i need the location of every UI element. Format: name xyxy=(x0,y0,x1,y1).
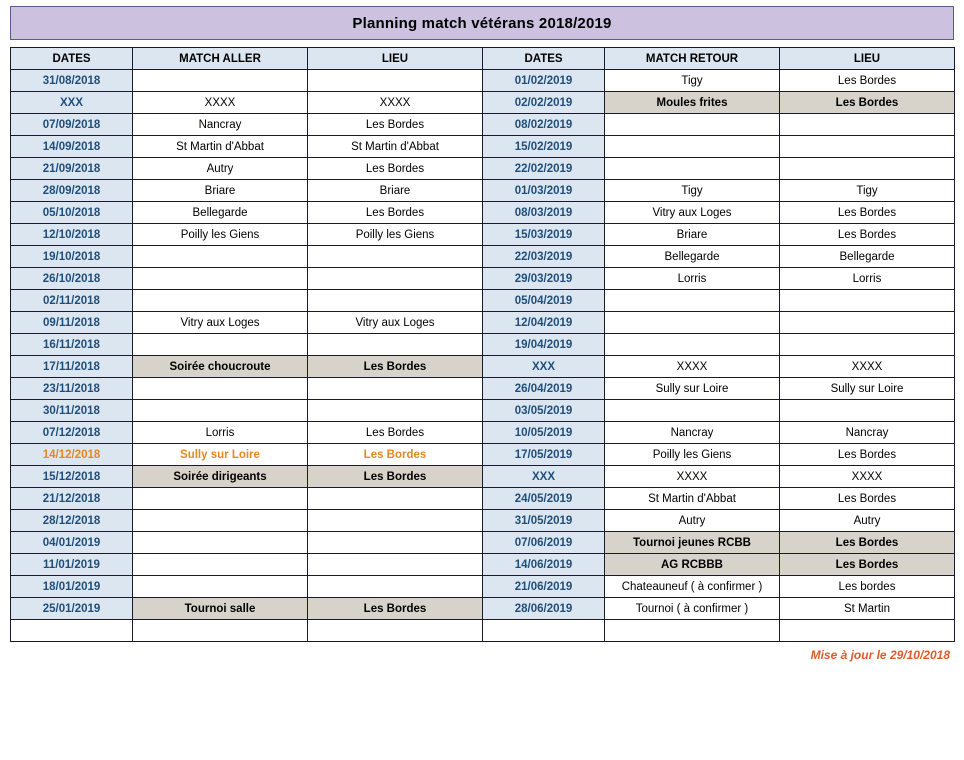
cell-match-aller xyxy=(133,246,308,268)
header-row xyxy=(11,48,955,70)
cell-match-retour: Vitry aux Loges xyxy=(605,202,780,224)
cell-lieu-retour: Sully sur Loire xyxy=(780,378,955,400)
cell-match-retour: Autry xyxy=(605,510,780,532)
table-row xyxy=(11,510,955,532)
column-header-match-aller: MATCH ALLER xyxy=(133,48,308,70)
cell-lieu-aller: Les Bordes xyxy=(308,422,483,444)
cell-date-aller xyxy=(11,620,133,642)
cell-date-aller: 21/09/2018 xyxy=(11,158,133,180)
cell-date-retour: 14/06/2019 xyxy=(483,554,605,576)
cell-date-retour: 12/04/2019 xyxy=(483,312,605,334)
cell-lieu-retour xyxy=(780,620,955,642)
table-row xyxy=(11,158,955,180)
cell-lieu-aller xyxy=(308,246,483,268)
cell-date-retour: 15/02/2019 xyxy=(483,136,605,158)
page-title: Planning match vétérans 2018/2019 xyxy=(352,14,612,32)
cell-match-aller: Briare xyxy=(133,180,308,202)
cell-match-retour xyxy=(605,400,780,422)
cell-match-aller: Sully sur Loire xyxy=(133,444,308,466)
cell-date-retour: 29/03/2019 xyxy=(483,268,605,290)
cell-match-aller: Vitry aux Loges xyxy=(133,312,308,334)
cell-date-retour: 01/02/2019 xyxy=(483,70,605,92)
cell-date-aller: 14/09/2018 xyxy=(11,136,133,158)
cell-match-retour: Tournoi ( à confirmer ) xyxy=(605,598,780,620)
table-row xyxy=(11,554,955,576)
cell-lieu-aller xyxy=(308,378,483,400)
cell-match-aller xyxy=(133,400,308,422)
cell-lieu-aller: Les Bordes xyxy=(308,598,483,620)
cell-match-retour xyxy=(605,334,780,356)
cell-date-aller: 25/01/2019 xyxy=(11,598,133,620)
planning-table xyxy=(10,47,955,642)
table-row xyxy=(11,598,955,620)
cell-lieu-retour: Les Bordes xyxy=(780,92,955,114)
table-row xyxy=(11,334,955,356)
table-row xyxy=(11,246,955,268)
cell-date-aller: XXX xyxy=(11,92,133,114)
cell-lieu-retour: Les Bordes xyxy=(780,202,955,224)
cell-lieu-retour xyxy=(780,400,955,422)
cell-date-retour: 22/02/2019 xyxy=(483,158,605,180)
cell-date-aller: 18/01/2019 xyxy=(11,576,133,598)
column-header-match-retour: MATCH RETOUR xyxy=(605,48,780,70)
cell-match-retour: Tigy xyxy=(605,180,780,202)
cell-match-aller xyxy=(133,268,308,290)
cell-date-aller: 15/12/2018 xyxy=(11,466,133,488)
cell-date-retour: 26/04/2019 xyxy=(483,378,605,400)
cell-date-retour xyxy=(483,620,605,642)
cell-date-aller: 31/08/2018 xyxy=(11,70,133,92)
cell-lieu-aller: Les Bordes xyxy=(308,158,483,180)
cell-match-aller: Soirée dirigeants xyxy=(133,466,308,488)
table-header xyxy=(11,48,955,70)
cell-lieu-retour: Nancray xyxy=(780,422,955,444)
cell-date-retour: XXX xyxy=(483,356,605,378)
cell-lieu-retour xyxy=(780,290,955,312)
cell-lieu-retour: Bellegarde xyxy=(780,246,955,268)
cell-match-aller: Soirée choucroute xyxy=(133,356,308,378)
cell-lieu-aller: Vitry aux Loges xyxy=(308,312,483,334)
cell-date-aller: 05/10/2018 xyxy=(11,202,133,224)
cell-date-retour: 10/05/2019 xyxy=(483,422,605,444)
cell-match-retour xyxy=(605,312,780,334)
table-row xyxy=(11,444,955,466)
cell-match-aller xyxy=(133,620,308,642)
column-header-dates-aller: DATES xyxy=(11,48,133,70)
cell-lieu-aller: XXXX xyxy=(308,92,483,114)
table-row xyxy=(11,224,955,246)
cell-date-retour: 08/03/2019 xyxy=(483,202,605,224)
cell-lieu-retour: Les Bordes xyxy=(780,532,955,554)
cell-date-retour: 21/06/2019 xyxy=(483,576,605,598)
cell-match-retour: XXXX xyxy=(605,466,780,488)
table-body xyxy=(11,70,955,642)
cell-match-retour xyxy=(605,136,780,158)
cell-lieu-aller: Briare xyxy=(308,180,483,202)
cell-match-aller: Tournoi salle xyxy=(133,598,308,620)
cell-lieu-retour: XXXX xyxy=(780,466,955,488)
cell-date-aller: 21/12/2018 xyxy=(11,488,133,510)
cell-lieu-retour xyxy=(780,158,955,180)
cell-match-retour: St Martin d'Abbat xyxy=(605,488,780,510)
cell-lieu-aller: Les Bordes xyxy=(308,114,483,136)
cell-date-aller: 04/01/2019 xyxy=(11,532,133,554)
cell-date-retour: 05/04/2019 xyxy=(483,290,605,312)
cell-lieu-retour: Les Bordes xyxy=(780,224,955,246)
cell-lieu-aller xyxy=(308,268,483,290)
cell-match-aller xyxy=(133,554,308,576)
cell-match-retour: Poilly les Giens xyxy=(605,444,780,466)
cell-date-retour: 03/05/2019 xyxy=(483,400,605,422)
table-row xyxy=(11,312,955,334)
cell-match-aller xyxy=(133,378,308,400)
cell-lieu-retour: St Martin xyxy=(780,598,955,620)
cell-match-aller xyxy=(133,576,308,598)
cell-lieu-retour: Autry xyxy=(780,510,955,532)
cell-lieu-retour: Les Bordes xyxy=(780,444,955,466)
cell-date-retour: 19/04/2019 xyxy=(483,334,605,356)
cell-date-retour: 01/03/2019 xyxy=(483,180,605,202)
cell-date-retour: 07/06/2019 xyxy=(483,532,605,554)
cell-lieu-retour: Les Bordes xyxy=(780,554,955,576)
column-header-dates-retour: DATES xyxy=(483,48,605,70)
cell-date-aller: 28/12/2018 xyxy=(11,510,133,532)
cell-date-aller: 17/11/2018 xyxy=(11,356,133,378)
table-row xyxy=(11,92,955,114)
cell-match-retour xyxy=(605,158,780,180)
cell-match-retour xyxy=(605,114,780,136)
cell-match-aller: Bellegarde xyxy=(133,202,308,224)
cell-match-aller: Poilly les Giens xyxy=(133,224,308,246)
cell-lieu-aller xyxy=(308,70,483,92)
cell-lieu-aller: St Martin d'Abbat xyxy=(308,136,483,158)
cell-match-retour: Moules frites xyxy=(605,92,780,114)
cell-date-retour: 22/03/2019 xyxy=(483,246,605,268)
cell-date-retour: XXX xyxy=(483,466,605,488)
table-row xyxy=(11,466,955,488)
cell-lieu-aller xyxy=(308,290,483,312)
cell-date-retour: 02/02/2019 xyxy=(483,92,605,114)
table-row xyxy=(11,532,955,554)
cell-match-aller xyxy=(133,532,308,554)
cell-lieu-retour xyxy=(780,312,955,334)
cell-lieu-retour: Les bordes xyxy=(780,576,955,598)
cell-match-aller xyxy=(133,70,308,92)
cell-lieu-aller xyxy=(308,532,483,554)
cell-lieu-aller: Les Bordes xyxy=(308,202,483,224)
cell-lieu-retour: Les Bordes xyxy=(780,488,955,510)
cell-date-aller: 19/10/2018 xyxy=(11,246,133,268)
table-row xyxy=(11,400,955,422)
cell-date-retour: 24/05/2019 xyxy=(483,488,605,510)
cell-lieu-aller xyxy=(308,510,483,532)
document-title-bar xyxy=(10,6,954,40)
cell-match-retour: Briare xyxy=(605,224,780,246)
cell-date-aller: 12/10/2018 xyxy=(11,224,133,246)
cell-match-aller: Lorris xyxy=(133,422,308,444)
cell-match-retour: AG RCBBB xyxy=(605,554,780,576)
cell-date-retour: 17/05/2019 xyxy=(483,444,605,466)
cell-match-aller: XXXX xyxy=(133,92,308,114)
cell-match-aller: Nancray xyxy=(133,114,308,136)
table-row xyxy=(11,268,955,290)
cell-match-aller: Autry xyxy=(133,158,308,180)
cell-lieu-retour: Les Bordes xyxy=(780,70,955,92)
cell-match-aller xyxy=(133,290,308,312)
cell-date-aller: 16/11/2018 xyxy=(11,334,133,356)
table-row xyxy=(11,488,955,510)
cell-date-aller: 07/09/2018 xyxy=(11,114,133,136)
table-row xyxy=(11,378,955,400)
cell-match-aller xyxy=(133,334,308,356)
cell-lieu-aller xyxy=(308,554,483,576)
cell-lieu-aller xyxy=(308,488,483,510)
cell-match-retour: Lorris xyxy=(605,268,780,290)
cell-date-aller: 11/01/2019 xyxy=(11,554,133,576)
cell-lieu-retour xyxy=(780,136,955,158)
update-note: Mise à jour le 29/10/2018 xyxy=(810,648,950,662)
cell-date-aller: 09/11/2018 xyxy=(11,312,133,334)
cell-date-aller: 14/12/2018 xyxy=(11,444,133,466)
table-row xyxy=(11,576,955,598)
cell-match-retour: Tigy xyxy=(605,70,780,92)
column-header-lieu-retour: LIEU xyxy=(780,48,955,70)
cell-match-retour: Bellegarde xyxy=(605,246,780,268)
cell-lieu-aller xyxy=(308,334,483,356)
table-row xyxy=(11,202,955,224)
cell-date-retour: 15/03/2019 xyxy=(483,224,605,246)
cell-date-aller: 23/11/2018 xyxy=(11,378,133,400)
cell-lieu-retour: Tigy xyxy=(780,180,955,202)
cell-lieu-retour: Lorris xyxy=(780,268,955,290)
table-row xyxy=(11,620,955,642)
cell-date-retour: 08/02/2019 xyxy=(483,114,605,136)
cell-lieu-aller: Les Bordes xyxy=(308,356,483,378)
cell-date-aller: 07/12/2018 xyxy=(11,422,133,444)
table-row xyxy=(11,356,955,378)
cell-lieu-aller xyxy=(308,620,483,642)
cell-date-aller: 26/10/2018 xyxy=(11,268,133,290)
cell-lieu-retour xyxy=(780,334,955,356)
cell-lieu-aller xyxy=(308,576,483,598)
table-row xyxy=(11,114,955,136)
cell-match-retour: Chateauneuf ( à confirmer ) xyxy=(605,576,780,598)
table-row xyxy=(11,422,955,444)
cell-match-retour xyxy=(605,290,780,312)
cell-date-aller: 28/09/2018 xyxy=(11,180,133,202)
cell-lieu-aller xyxy=(308,400,483,422)
table-row xyxy=(11,180,955,202)
table-row xyxy=(11,136,955,158)
cell-lieu-aller: Poilly les Giens xyxy=(308,224,483,246)
cell-lieu-aller: Les Bordes xyxy=(308,466,483,488)
cell-match-aller xyxy=(133,488,308,510)
cell-match-retour: Sully sur Loire xyxy=(605,378,780,400)
cell-match-retour: Nancray xyxy=(605,422,780,444)
cell-match-aller xyxy=(133,510,308,532)
cell-lieu-aller: Les Bordes xyxy=(308,444,483,466)
cell-date-aller: 02/11/2018 xyxy=(11,290,133,312)
cell-match-retour: Tournoi jeunes RCBB xyxy=(605,532,780,554)
cell-match-retour: XXXX xyxy=(605,356,780,378)
cell-date-retour: 28/06/2019 xyxy=(483,598,605,620)
cell-date-aller: 30/11/2018 xyxy=(11,400,133,422)
cell-lieu-retour xyxy=(780,114,955,136)
table-row xyxy=(11,290,955,312)
cell-match-aller: St Martin d'Abbat xyxy=(133,136,308,158)
cell-match-retour xyxy=(605,620,780,642)
cell-date-retour: 31/05/2019 xyxy=(483,510,605,532)
table-row xyxy=(11,70,955,92)
column-header-lieu-aller: LIEU xyxy=(308,48,483,70)
cell-lieu-retour: XXXX xyxy=(780,356,955,378)
